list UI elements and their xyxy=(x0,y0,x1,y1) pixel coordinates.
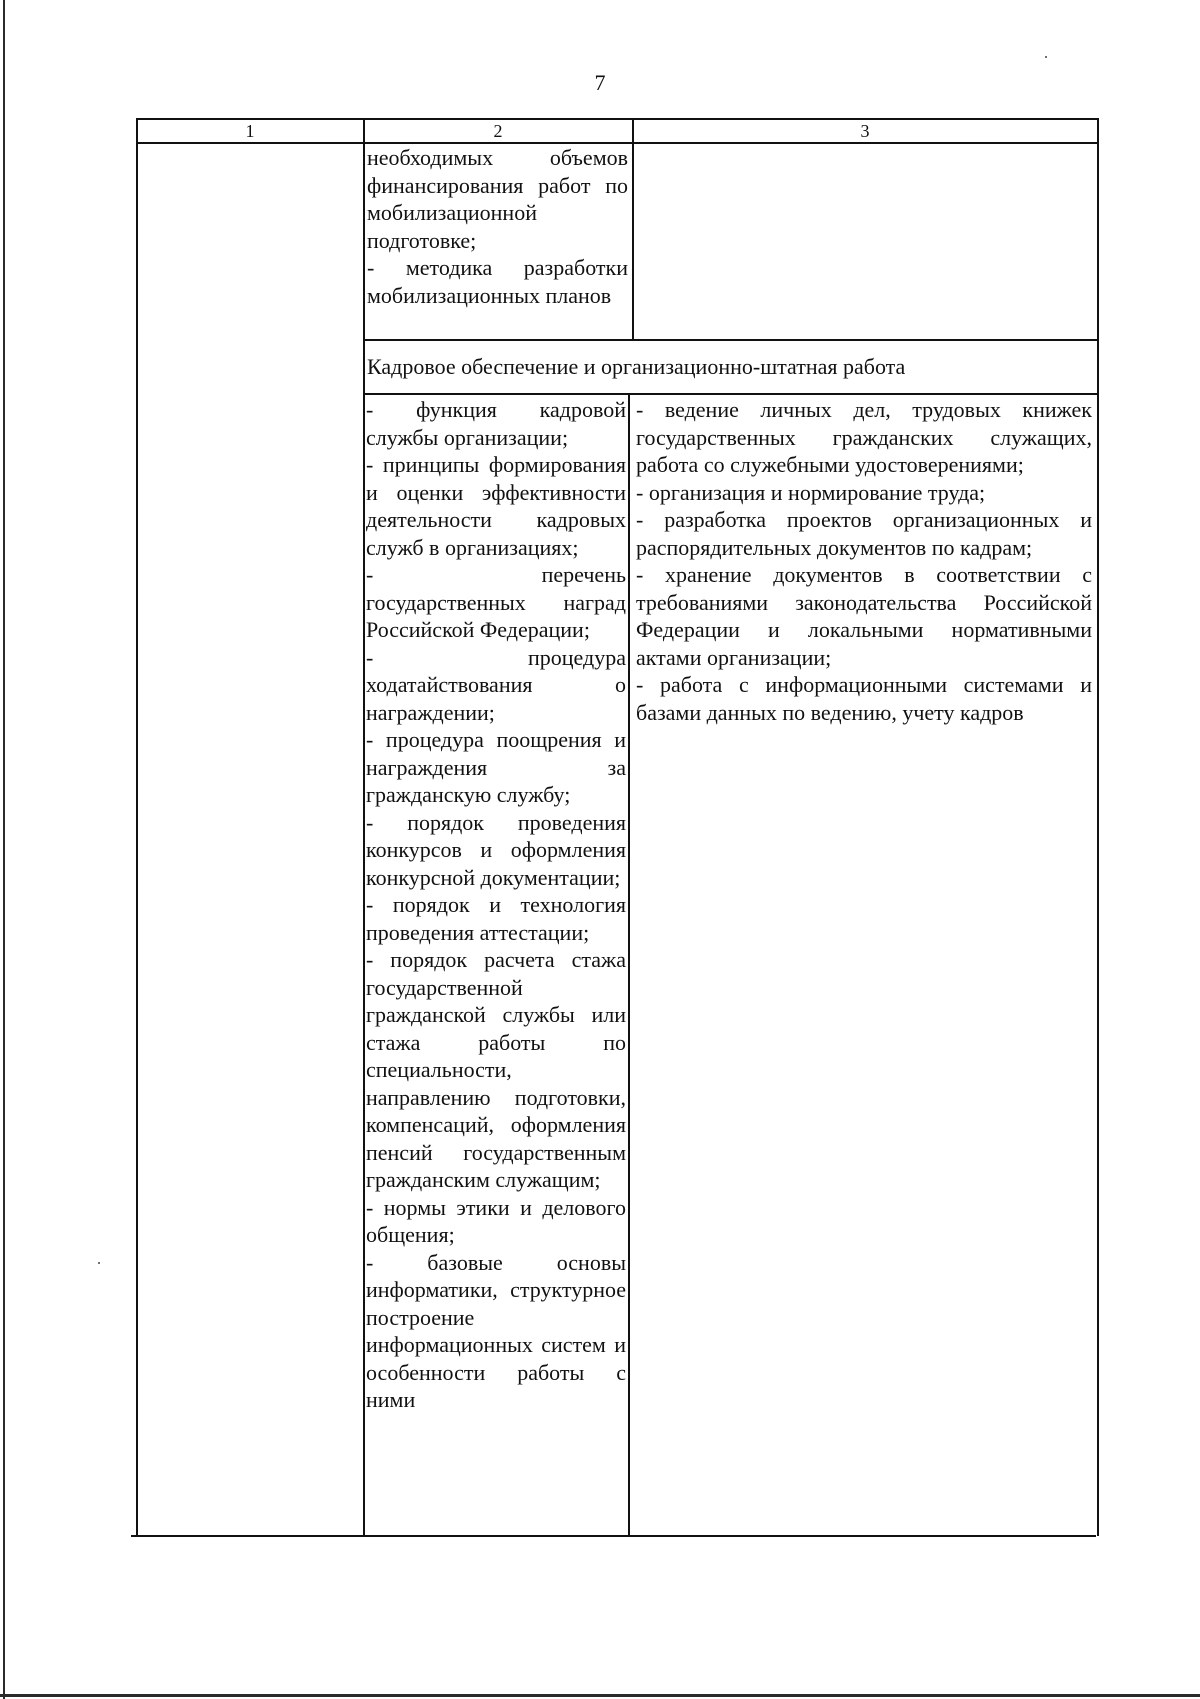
row2-col3-item: - работа с информационными системами и базами данных по ведению, учету кадров xyxy=(636,672,1092,725)
page-number: 7 xyxy=(594,70,606,95)
col-divider-1-2 xyxy=(363,118,365,1536)
scan-edge-bottom xyxy=(0,1694,1200,1697)
table-bottom-border xyxy=(131,1535,1096,1537)
row2-col2-item: - нормы этики и делового общения; xyxy=(366,1194,626,1247)
row2-col3-item: - разработка проектов организационных и распорядительных документов по кадрам; xyxy=(636,507,1092,560)
header-col-3: 3 xyxy=(860,121,870,141)
row2-col2-cell xyxy=(366,396,626,1414)
row2-col2-item: - процедура ходатайствования о награждении; xyxy=(366,644,626,725)
section-bottom-border xyxy=(364,393,1099,395)
scan-speck xyxy=(98,1262,100,1264)
row2-col2-item: - функция кадровой службы организации; xyxy=(366,397,626,450)
row2-col2-item: - процедура поощрения и награждения за гражданскую службу; xyxy=(366,727,626,807)
header-col-2: 2 xyxy=(493,121,503,141)
row2-col2-item: - перечень государственных наград Российской Федерации; xyxy=(366,562,626,642)
row1-col2-item: необходимых объемов финансирования работ по мобилизационной подготовке; xyxy=(367,145,628,253)
row2-col3-cell xyxy=(636,396,1092,726)
row2-col2-item: - принципы формирования и оценки эффективности деятельности кадровых служб в организациях; xyxy=(366,452,626,560)
row2-col2-item: - порядок расчета стажа государственной гражданской службы или стажа работы по специальности, направлению подготовки, компенсаций, оформления пенсий государственным гражданским служащим; xyxy=(366,947,626,1192)
row2-col3-item: - организация и нормирование труда; xyxy=(636,479,986,505)
section-top-border xyxy=(364,339,1099,341)
row2-col2-item: - базовые основы информатики, структурное построение информационных систем и особенности работы с ними xyxy=(366,1249,626,1412)
row2-col3-item: - ведение личных дел, трудовых книжек государственных гражданских служащих, работа со служебными удостоверениями; xyxy=(636,397,1092,477)
left-border xyxy=(136,118,138,1536)
col-divider-2-3-top xyxy=(632,118,634,340)
row2-col2-item: - порядок проведения конкурсов и оформления конкурсной документации; xyxy=(366,809,626,890)
row1-col2-item: - методика разработки мобилизационных планов xyxy=(367,255,628,308)
scan-speck xyxy=(1045,56,1047,58)
scan-edge-left xyxy=(3,0,5,1699)
right-border xyxy=(1097,118,1099,1536)
header-col-1: 1 xyxy=(245,121,255,141)
row2-col2-item: - порядок и технология проведения аттестации; xyxy=(366,892,626,945)
row1-col2-cell xyxy=(367,144,628,309)
col-divider-2-3-bottom xyxy=(628,393,630,1536)
row2-col3-item: - хранение документов в соответствии с требованиями законодательства Российской Федерации и локальными нормативными актами организации; xyxy=(636,562,1092,670)
section-title: Кадровое обеспечение и организационно-штатная работа xyxy=(367,354,906,379)
